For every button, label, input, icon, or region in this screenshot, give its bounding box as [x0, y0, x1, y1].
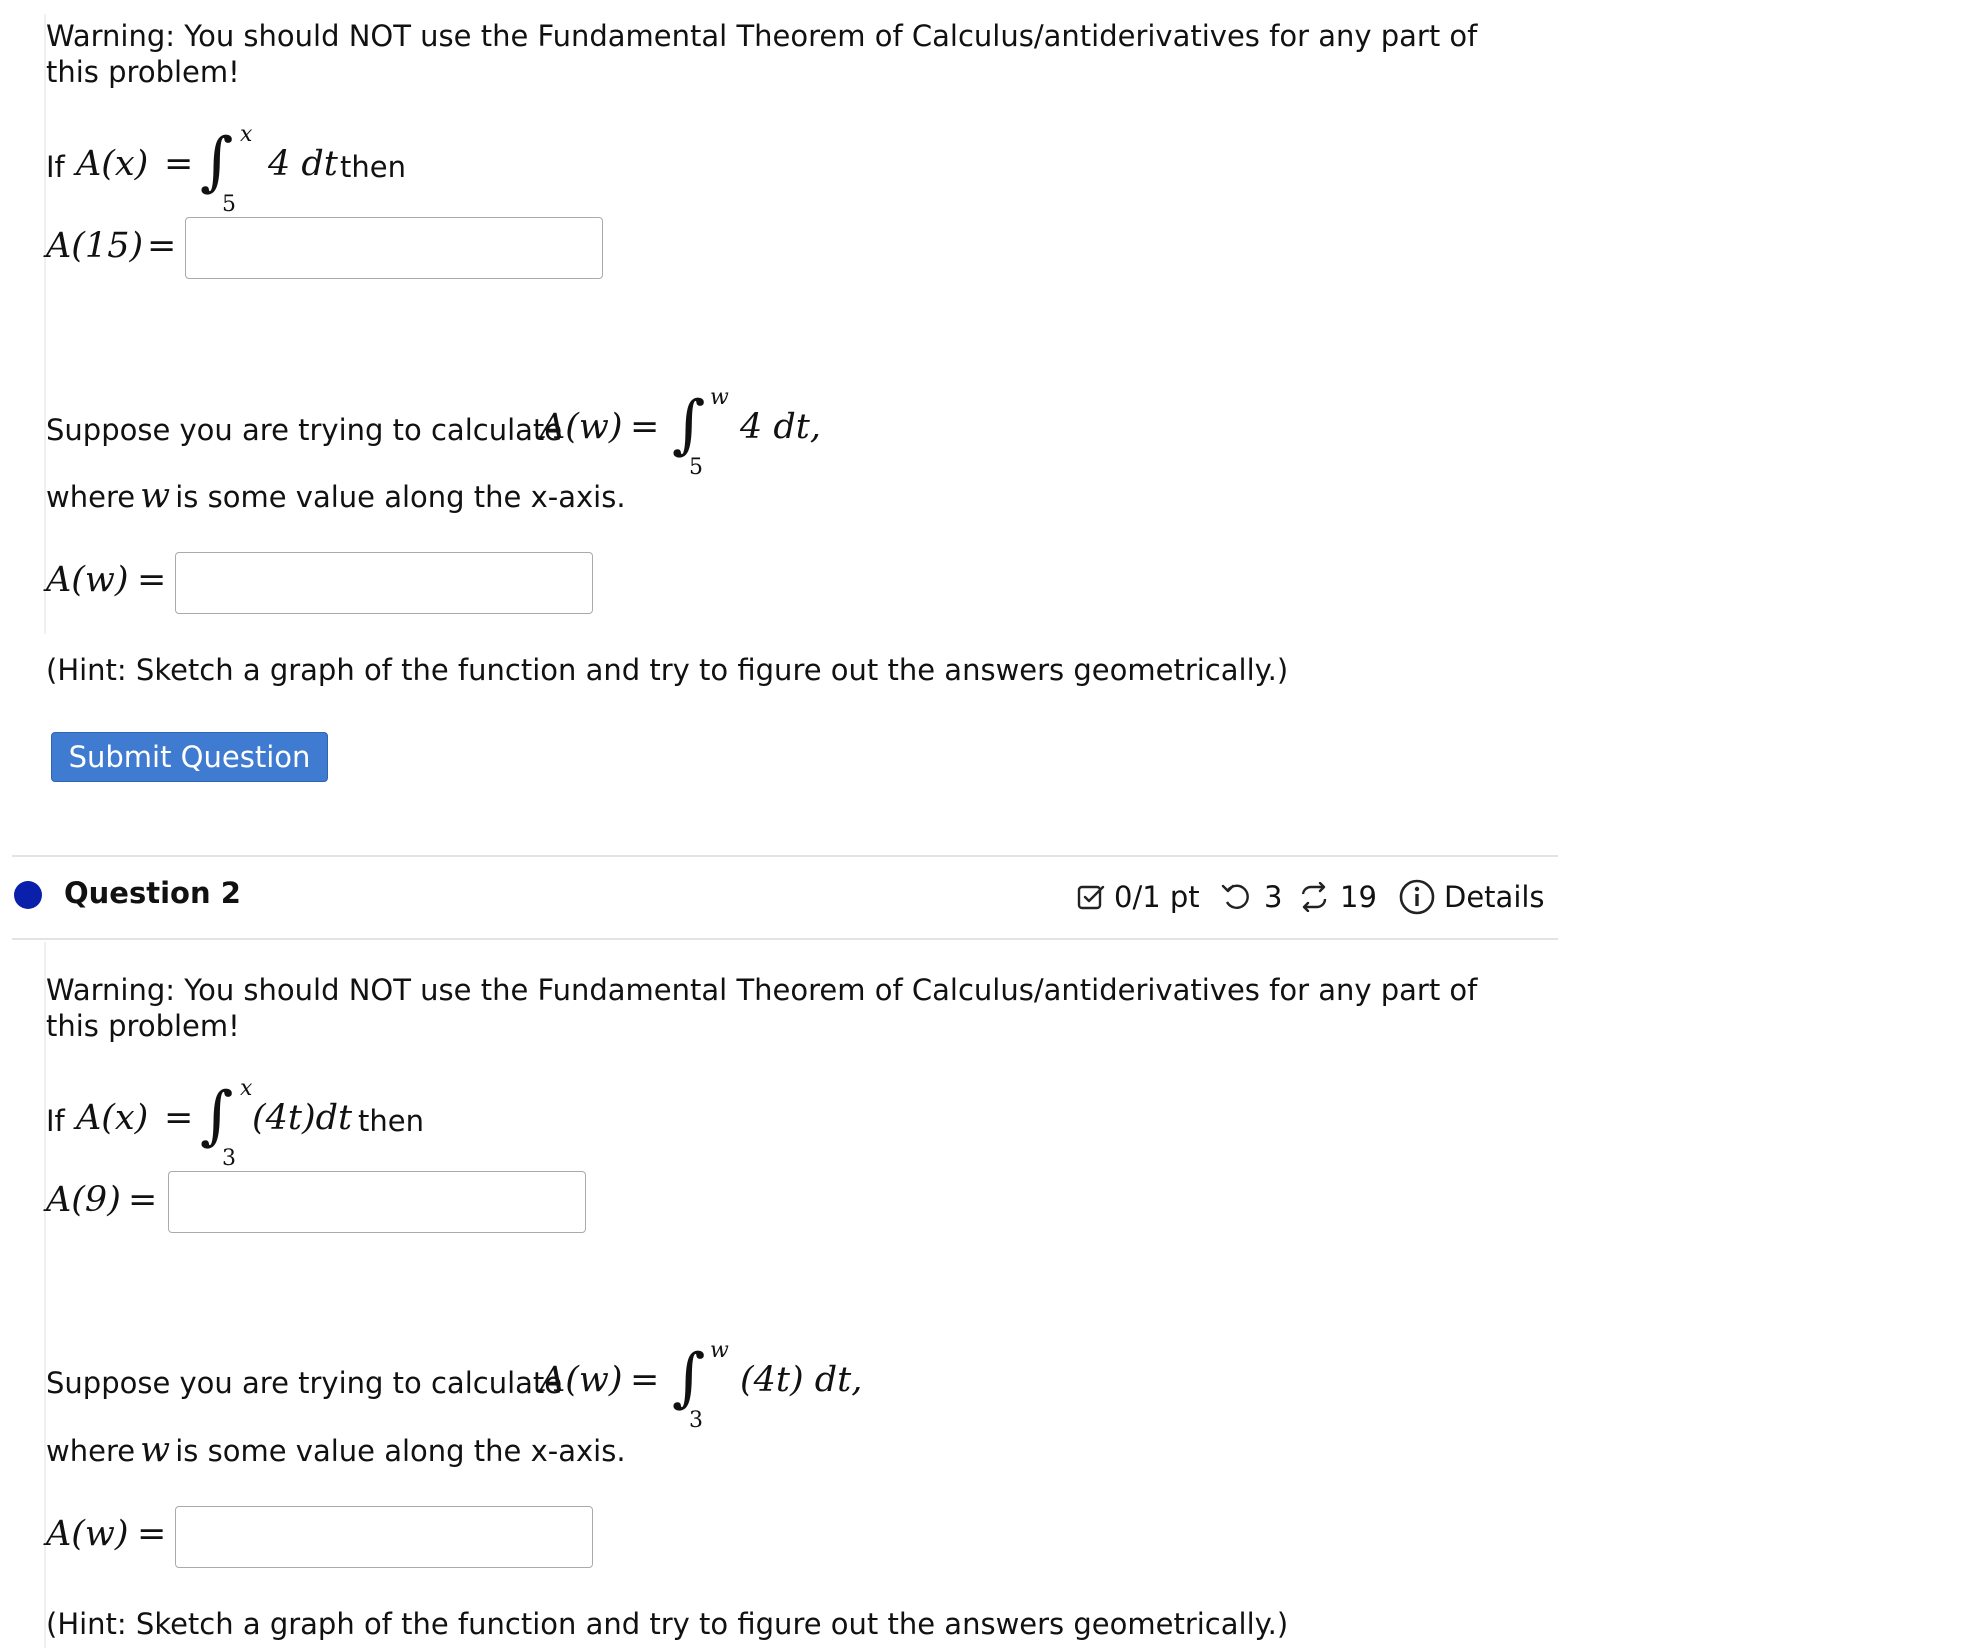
q2-hint: (Hint: Sketch a graph of the function and try to figure out the answers geometrically.): [46, 1607, 1289, 1641]
q1-suppose-eq: =: [630, 407, 660, 447]
q2-definition: [46, 1076, 546, 1176]
q1-fn: A(x): [76, 144, 149, 184]
q2-suppose-integrand: (4t) dt,: [740, 1360, 863, 1400]
q2-where-suffix: is some value along the x-axis.: [175, 1434, 626, 1468]
details-link[interactable]: Details: [1444, 880, 1545, 914]
submit-question-button[interactable]: Submit Question: [51, 732, 328, 782]
q2-suppose-fn: A(w): [540, 1360, 623, 1400]
q1-where-suffix: is some value along the x-axis.: [175, 480, 626, 514]
q1-suppose-text: Suppose you are trying to calculate: [46, 413, 563, 447]
q2-score: 0/1 pt: [1114, 880, 1200, 914]
q2-title: Question 2: [64, 876, 241, 910]
q1-suppose-integral-sign: ∫: [672, 388, 706, 462]
q2-integrand: (4t)dt: [252, 1098, 353, 1138]
q1-then: then: [340, 150, 406, 184]
q2-aw-label: A(w): [46, 1514, 129, 1554]
attempts-icon: [1298, 882, 1330, 916]
q1-where-var: w: [140, 476, 171, 516]
q1-suppose-integrand: 4 dt,: [740, 407, 821, 447]
retry-icon: [1220, 882, 1252, 916]
q2-int-upper: x: [240, 1076, 253, 1101]
q2-integral-sign: ∫: [200, 1079, 234, 1153]
q1-suppose-upper: w: [710, 385, 729, 410]
q2-header-top-divider: [12, 855, 1558, 857]
info-icon[interactable]: [1398, 878, 1436, 920]
score-check-icon: [1076, 882, 1106, 916]
q1-a15-input[interactable]: [185, 217, 603, 279]
q1-where-line: [46, 476, 626, 516]
q2-aw-input[interactable]: [175, 1506, 593, 1568]
q2-a9-input[interactable]: [168, 1171, 586, 1233]
q1-suppose-fn: A(w): [540, 407, 623, 447]
q1-int-upper: x: [240, 122, 253, 147]
q2-eq: =: [164, 1098, 194, 1138]
q2-status-dot: [14, 881, 42, 909]
q2-eval-eq: =: [128, 1180, 158, 1220]
q1-integrand: 4 dt: [268, 144, 338, 184]
question-1-left-border: [44, 14, 46, 634]
q2-suppose-eq: =: [630, 1360, 660, 1400]
q1-hint: (Hint: Sketch a graph of the function and try to figure out the answers geometrically.): [46, 653, 1289, 687]
q1-eval-eq: =: [147, 226, 177, 266]
q2-aw-eq: =: [137, 1514, 167, 1554]
q2-header-bottom-divider: [12, 938, 1558, 940]
q2-suppose-integral-sign: ∫: [672, 1341, 706, 1415]
q2-suppose-upper: w: [710, 1338, 729, 1363]
q1-eval-label: A(15): [46, 226, 144, 266]
q2-where-prefix: where: [46, 1434, 136, 1468]
q2-retries: 3: [1264, 880, 1283, 914]
q2-warning: Warning: You should NOT use the Fundamental Theorem of Calculus/antiderivatives for any part of this problem!: [46, 973, 1478, 1043]
q2-then: then: [358, 1104, 424, 1138]
q2-eval-label: A(9): [46, 1180, 121, 1220]
q2-stats: [1076, 878, 1546, 918]
q1-definition: [46, 122, 546, 222]
q1-int-lower: 5: [222, 192, 236, 217]
q1-aw-label: A(w): [46, 560, 129, 600]
q1-integral-sign: ∫: [200, 125, 234, 199]
q1-suppose-line: [46, 385, 946, 485]
q2-fn: A(x): [76, 1098, 149, 1138]
q1-where-prefix: where: [46, 480, 136, 514]
q2-where-var: w: [140, 1430, 171, 1470]
q1-warning: Warning: You should NOT use the Fundamental Theorem of Calculus/antiderivatives for any part of this problem!: [46, 19, 1478, 89]
q2-if-label: If: [46, 1104, 65, 1138]
q2-suppose-line: [46, 1338, 946, 1438]
q1-if-label: If: [46, 150, 65, 184]
q2-int-lower: 3: [222, 1146, 236, 1171]
q1-eq: =: [164, 144, 194, 184]
q2-suppose-lower: 3: [689, 1408, 703, 1433]
q1-aw-input[interactable]: [175, 552, 593, 614]
q2-attempts: 19: [1340, 880, 1377, 914]
q2-where-line: [46, 1430, 626, 1470]
q1-suppose-lower: 5: [689, 455, 703, 480]
q2-suppose-text: Suppose you are trying to calculate: [46, 1366, 563, 1400]
q1-aw-eq: =: [137, 560, 167, 600]
